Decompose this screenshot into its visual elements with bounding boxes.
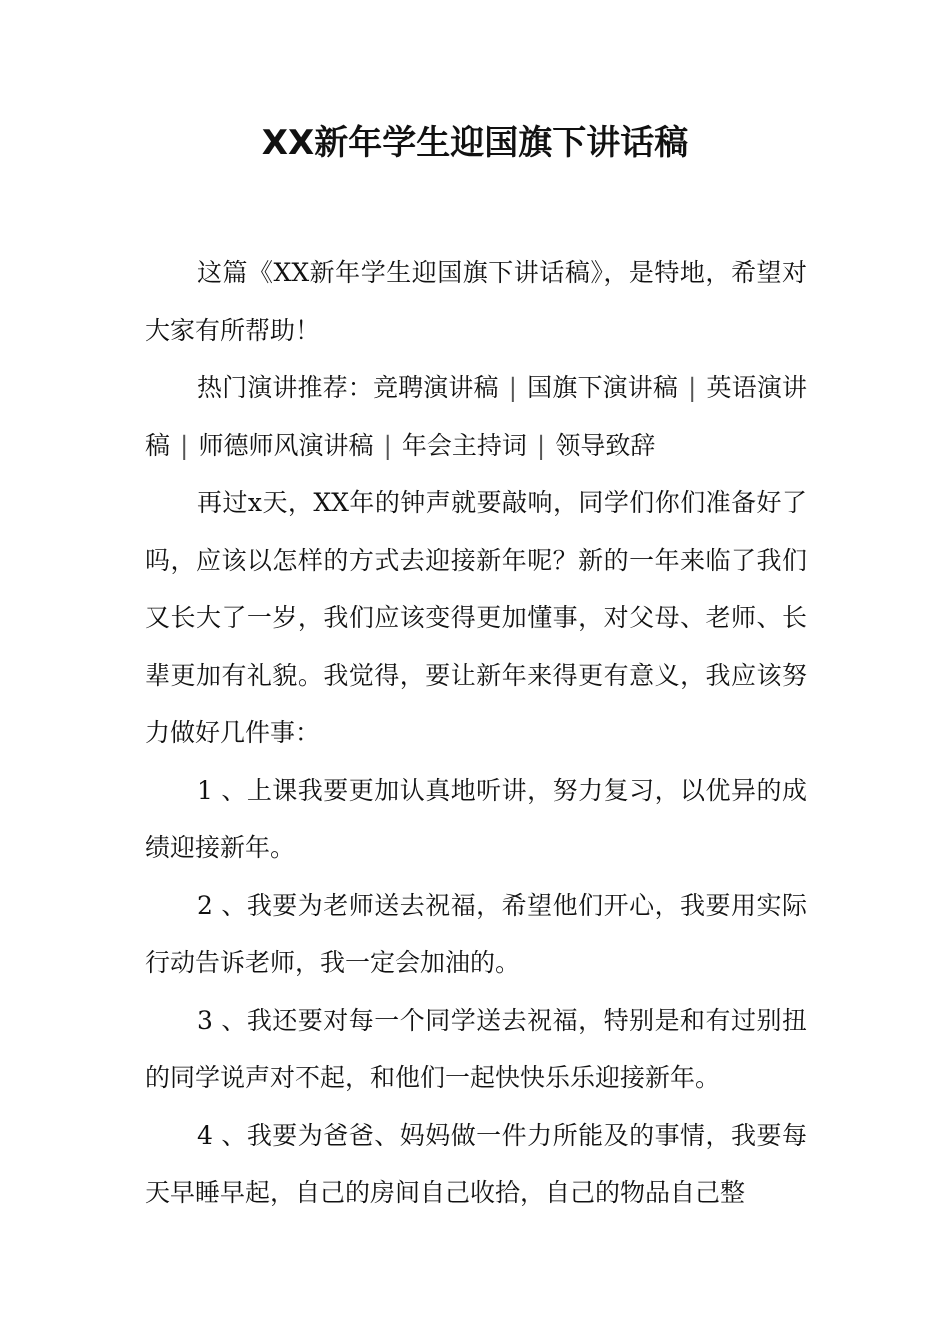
intro-paragraph: 这篇《XX新年学生迎国旗下讲话稿》，是特地，希望对大家有所帮助！: [145, 258, 807, 345]
recommend-link-shide[interactable]: 师德师风演讲稿: [198, 430, 374, 460]
recommend-link-guoqixia[interactable]: 国旗下演讲稿: [527, 373, 678, 402]
recommend-paragraph: [145, 359, 807, 474]
document-body: [145, 244, 807, 1222]
recommend-link-jingpin[interactable]: 竞聘演讲稿: [372, 373, 499, 402]
recommend-link-lingdao[interactable]: 领导致辞: [555, 430, 656, 460]
recommend-link-nianhui[interactable]: 年会主持词: [401, 430, 527, 460]
separator: |: [383, 430, 392, 460]
recommend-link-yingyu[interactable]: 英语演讲稿: [145, 373, 807, 460]
separator: |: [180, 430, 189, 460]
document-title: XX新年学生迎国旗下讲话稿: [261, 123, 689, 163]
body-paragraph: 再过x天，XX年的钟声就要敲响，同学们你们准备好了吗，应该以怎样的方式去迎接新年呢？新的一年来临了我们又长大了一岁，我们应该变得更加懂事，对父母、老师、长辈更加有礼貌。我觉得，要让新年来得更有意义，我应该努力做好几件事：: [145, 488, 807, 747]
separator: |: [536, 430, 546, 460]
recommend-label: 热门演讲推荐：: [197, 373, 373, 402]
separator: |: [687, 373, 697, 402]
list-item-4: 4 、我要为爸爸、妈妈做一件力所能及的事情，我要每天早睡早起，自己的房间自己收拾，自己的物品自己整: [145, 1120, 807, 1207]
separator: |: [508, 373, 518, 402]
list-item-2: 2 、我要为老师送去祝福，希望他们开心，我要用实际行动告诉老师，我一定会加油的。: [145, 890, 807, 977]
list-item-1: 1 、上课我要更加认真地听讲，努力复习，以优异的成绩迎接新年。: [145, 775, 807, 862]
list-item-3: 3 、我还要对每一个同学送去祝福，特别是和有过别扭的同学说声对不起，和他们一起快快乐乐迎接新年。: [145, 1005, 807, 1092]
